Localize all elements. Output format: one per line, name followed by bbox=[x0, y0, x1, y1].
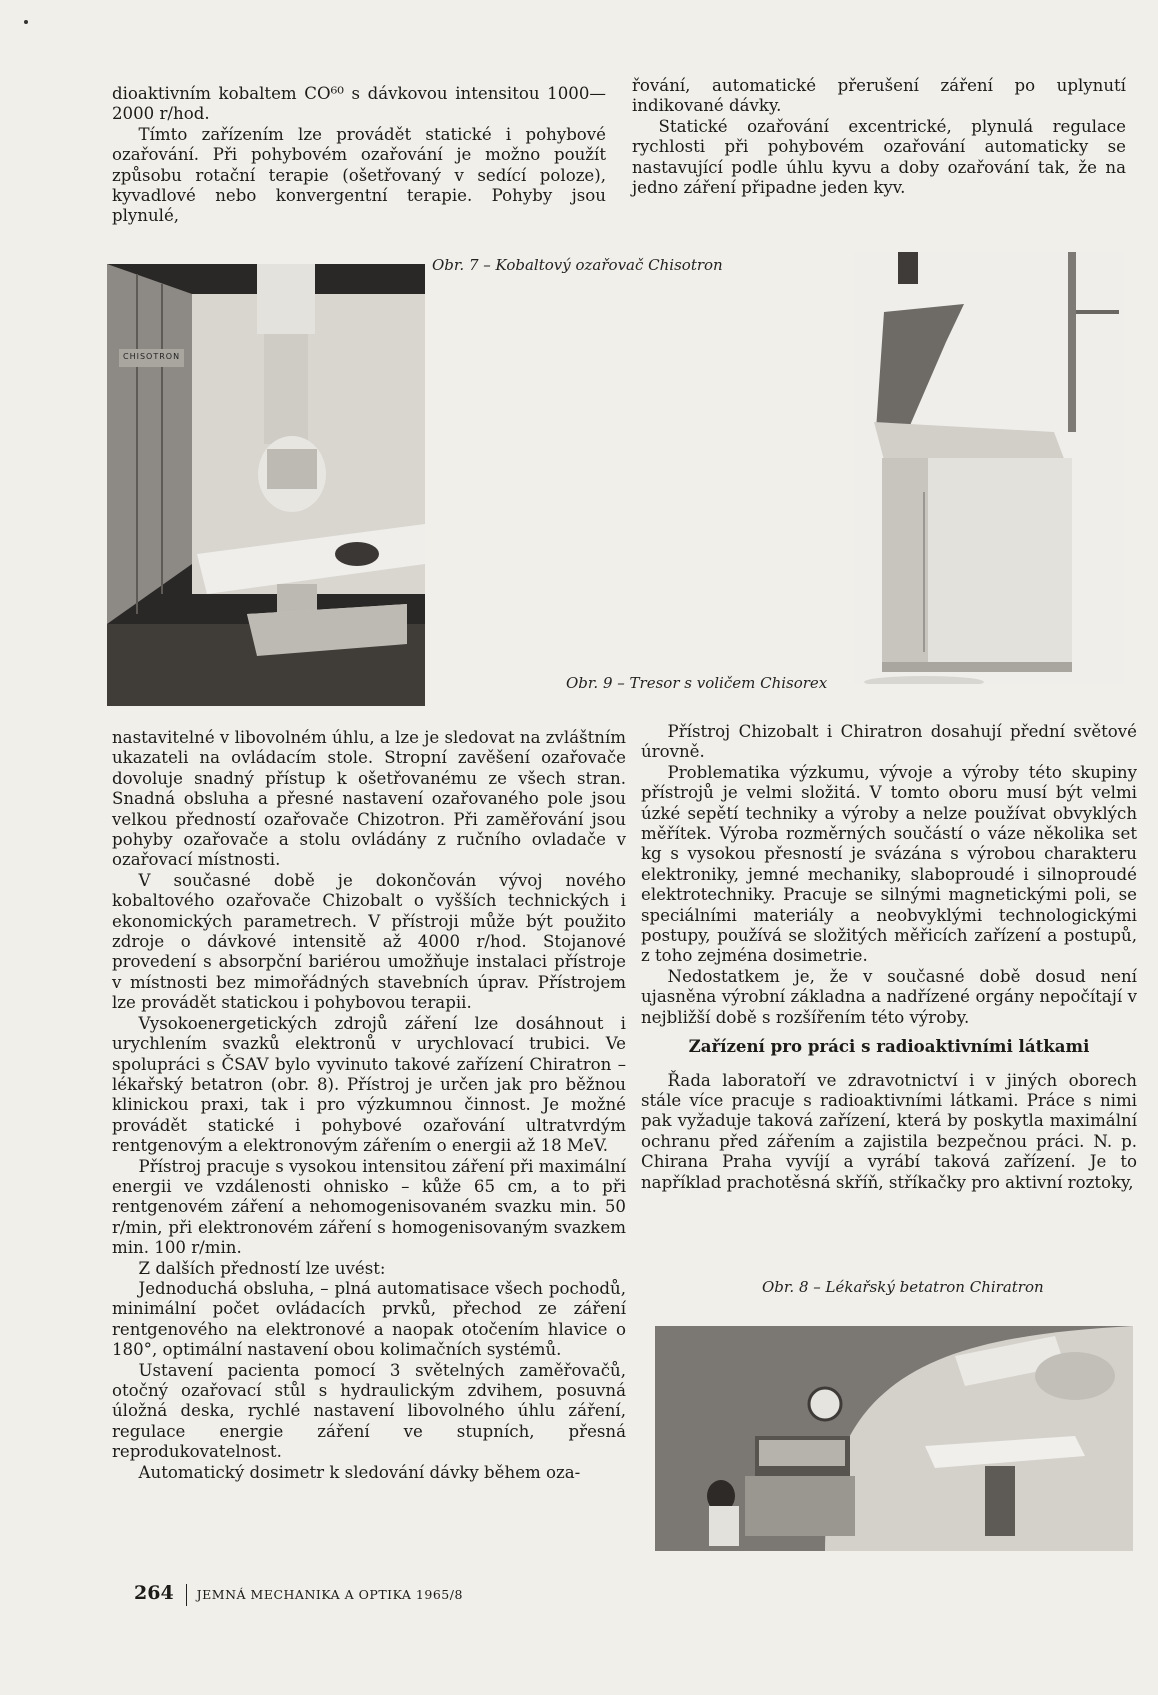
paragraph: Statické ozařování excentrické, plynulá regulace rychlosti při pohybovém ozařování automaticky se nastavující podle úhlu kyvu a doby ozařování tak, že na jedno záření připadne jeden kyv. bbox=[632, 116, 1126, 198]
figure-7-caption: Obr. 7 – Kobaltový ozařovač Chisotron bbox=[432, 256, 723, 274]
figure-9-caption: Obr. 9 – Tresor s voličem Chisorex bbox=[566, 674, 828, 692]
paragraph: dioaktivním kobaltem CO⁶⁰ s dávkovou intensitou 1000—2000 r/hod. bbox=[112, 84, 606, 124]
top-left-text bbox=[112, 84, 606, 227]
paragraph: řování, automatické přerušení záření po uplynutí indikované dávky. bbox=[632, 76, 1126, 116]
paragraph: Vysokoenergetických zdrojů záření lze dosáhnout i urychlením svazků elektronů v urychlovací trubici. Ve spolupráci s ČSAV bylo vyvinuto takové zařízení Chiratron – lékařský betatron (obr. 8). Přístroj je určen jak pro běžnou klinickou praxi, tak i pro výzkumnou činnost. Je možné provádět statické i pohybové ozařování ultratvrdým rentgenovým a elektronovým zářením o energii až 18 MeV. bbox=[112, 1013, 626, 1156]
paragraph: Problematika výzkumu, vývoje a výroby této skupiny přístrojů je velmi složitá. V tomto oboru musí být velmi úzké sepětí techniky a výroby a nelze používat obvyklých měřítek. Výroba rozměrných součástí o váze několika set kg s vysokou přesností je svázána s výrobou charakteru elektroniky, jemné mechaniky, slaboproudé i silnoproudé elektrotechniky. Pracuje se silnými magnetickými poli, se speciálními materiály a neobvyklými technologickými postupy, používá se složitých měřicích zařízení a postupů, z toho zejména dosimetrie. bbox=[641, 762, 1137, 966]
scan-dot bbox=[24, 20, 28, 24]
paragraph: V současné době je dokončován vývoj nového kobaltového ozařovače Chizobalt o vyšších technických i ekonomických parametrech. V přístroji může být použito zdroje o dávkové intensitě až 4000 r/hod. Stojanové provedení s absorpční bariérou umožňuje instalaci přístroje v místnosti bez mimořádných stavebních úprav. Přístrojem lze provádět statickou i pohybovou terapii. bbox=[112, 870, 626, 1013]
figure-8-caption: Obr. 8 – Lékařský betatron Chiratron bbox=[762, 1278, 1044, 1296]
page-footer bbox=[134, 1582, 463, 1606]
divider bbox=[186, 1584, 187, 1606]
paragraph: Řada laboratoří ve zdravotnictví i v jiných oborech stále více pracuje s radioaktivními látkami. Práce s nimi pak vyžaduje taková zařízení, která by poskytla maximální ochranu před zářením a zajistila bezpečnou práci. N. p. Chirana Praha vyvíjí a vyrábí taková zařízení. Je to například prachotěsná skříň, stříkačky pro aktivní roztoky, bbox=[641, 1070, 1137, 1192]
paragraph: Jednoduchá obsluha, – plná automatisace všech pochodů, minimální počet ovládacích prvků, přechod ze záření rentgenového na elektronové a naopak otočením hlavice o 180°, optimální nastavení obou kolimačních systémů. bbox=[112, 1278, 626, 1360]
page-number: 264 bbox=[134, 1582, 174, 1604]
left-column-text bbox=[112, 728, 626, 1483]
figure-7-label: CHISOTRON bbox=[123, 352, 181, 361]
paragraph: Přístroj pracuje s vysokou intensitou záření při maximální energii ve vzdálenosti ohnisko – kůže 65 cm, a to při rentgenovém záření a nehomogenisovaném svazku min. 50 r/min, při elektronovém záření s homogenisovaným svazkem min. 100 r/min. bbox=[112, 1156, 626, 1258]
paragraph: Ustavení pacienta pomocí 3 světelných zaměřovačů, otočný ozařovací stůl s hydraulickým zdvihem, posuvná úložná deska, rychlé nastavení libovolného úhlu záření, regulace energie záření ve stupních, přesná reprodukovatelnost. bbox=[112, 1360, 626, 1462]
paragraph: Automatický dosimetr k sledování dávky během oza- bbox=[138, 1462, 581, 1482]
paragraph: Z dalších předností lze uvést: bbox=[138, 1258, 386, 1278]
figure-9-photo bbox=[854, 252, 1124, 684]
section-heading: Zařízení pro práci s radioaktivními látkami bbox=[688, 1036, 1090, 1057]
paragraph: nastavitelné v libovolném úhlu, a lze je sledovat na zvláštním ukazateli na ovládacím stole. Stropní zavěšení ozařovače dovoluje snadný přístup k ošetřovanému ze všech stran. Snadná obsluha a přesné nastavení ozařovaného pole jsou velkou předností ozařovače Chizotron. Při zaměřování jsou pohyby ozařovače a stolu ovládány z ručního ovladače v ozařovací místnosti. bbox=[112, 728, 627, 870]
paragraph: Nedostatkem je, že v současné době dosud není ujasněna výrobní základna a nadřízené orgány nepočítají v nejbližší době s rozšířením této výroby. bbox=[641, 966, 1137, 1027]
journal-title: JEMNÁ MECHANIKA A OPTIKA 1965/8 bbox=[196, 1587, 463, 1602]
paragraph: Tímto zařízením lze provádět statické i pohybové ozařování. Při pohybovém ozařování je možno použít způsobu rotační terapie (ošetřovaný v sedící poloze), kyvadlové nebo konvergentní terapie. Pohyby jsou plynulé, bbox=[112, 124, 606, 226]
figure-7-photo bbox=[107, 264, 425, 706]
figure-8-photo bbox=[655, 1326, 1133, 1551]
right-column-text bbox=[641, 722, 1137, 1193]
top-right-text bbox=[632, 76, 1126, 198]
paragraph: Přístroj Chizobalt i Chiratron dosahují přední světové úrovně. bbox=[641, 722, 1137, 762]
